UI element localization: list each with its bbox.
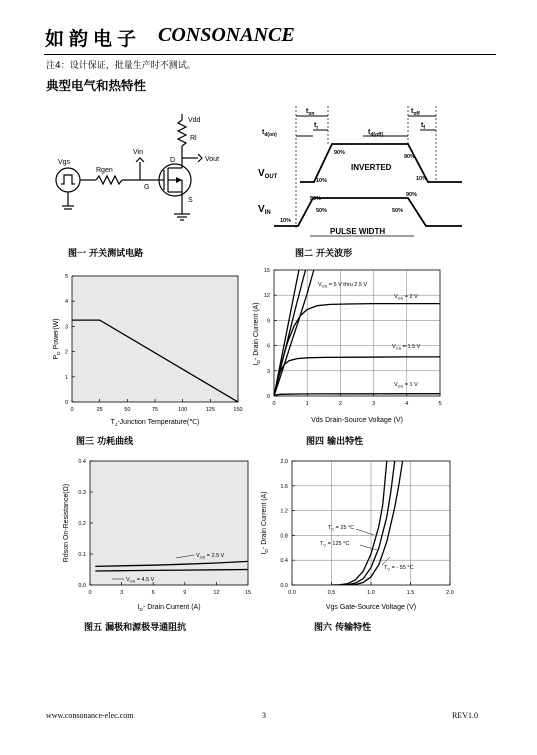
caption-fig4: 图四 输出特性: [306, 437, 364, 447]
label-50-vin-rise: 50%: [316, 208, 328, 214]
y-tick-label: 1.6: [280, 483, 288, 490]
y-tick-label: 5: [64, 274, 68, 280]
series-annotation-0: $T_C = 25$ °C: [328, 525, 355, 532]
label-50-vout: 50%: [310, 196, 322, 202]
x-tick-label: 3: [372, 401, 376, 407]
vout-label: Vout: [205, 156, 220, 163]
x-axis-label: $T_J$-Junction Temperature(℃): [110, 419, 200, 428]
source-label: S: [188, 197, 193, 204]
series-annotation-1: $V_{GS} = 2$ V: [394, 294, 418, 301]
x-tick-label: 2.0: [446, 590, 454, 596]
x-tick-label: 0: [88, 590, 92, 596]
tdon-label: $t_{d(on)}$: [262, 129, 277, 138]
caption-fig3: 图三 功耗曲线: [76, 437, 134, 447]
label-10-fall: 10%: [416, 176, 428, 182]
gate-label: G: [144, 184, 150, 191]
y-tick-label: 0.2: [78, 521, 86, 527]
x-tick-label: 75: [151, 407, 159, 413]
company-name-en: CONSONANCE: [158, 24, 295, 46]
series-annotation-1: $T_C = 125$ °C: [320, 541, 350, 548]
y-axis-label: $I_D-$ Drain Current (A): [261, 491, 270, 555]
transfer-characteristics-chart: [256, 455, 462, 615]
y-tick-label: 0.4: [280, 558, 288, 565]
y-tick-label: 0.1: [78, 552, 86, 558]
plot-area: [274, 270, 440, 396]
power-derating-chart: [46, 266, 251, 428]
label-10-rise: 10%: [316, 178, 328, 184]
x-tick-label: 0: [70, 407, 74, 413]
ton-label: $t_{on}$: [306, 108, 315, 117]
drain-label: D: [170, 157, 176, 164]
x-tick-label: 25: [96, 407, 103, 413]
y-tick-label: 12: [263, 293, 270, 300]
series-annotation-1: $V_{GS} = 4.5$ V: [126, 577, 155, 584]
tf-label: $t_f$: [421, 122, 426, 131]
y-tick-label: 0: [64, 400, 68, 406]
label-90-rise: 90%: [334, 150, 346, 156]
vin-label-wave: $V_{IN}$: [258, 204, 271, 216]
y-tick-label: 4: [64, 299, 68, 306]
x-tick-label: 0.0: [288, 590, 296, 596]
footer-website: www.consonance-elec.com: [46, 711, 134, 720]
y-tick-label: 3: [266, 368, 270, 375]
x-tick-label: 4: [405, 401, 409, 407]
y-tick-label: 6: [266, 343, 270, 350]
x-axis-label: Vgs Gate-Source Voltage (V): [325, 604, 417, 611]
x-tick-label: 6: [151, 590, 155, 596]
x-tick-label: 100: [178, 407, 188, 413]
x-tick-label: 50: [124, 407, 131, 413]
y-tick-label: 3: [64, 324, 68, 331]
vgs-label: Vgs: [58, 159, 71, 166]
x-tick-label: 1.5: [406, 590, 415, 596]
y-tick-label: 2.0: [280, 459, 288, 465]
note-text: 注4：设计保证，批量生产时不测试。: [46, 61, 196, 71]
x-tick-label: 0: [272, 401, 276, 407]
x-tick-label: 1.0: [367, 590, 375, 596]
series-annotation-0: $V_{GS} = 5$ V thru 2.5 V: [318, 282, 368, 289]
header-rule: [44, 54, 496, 55]
x-tick-label: 15: [244, 590, 252, 596]
vin-label: Vin: [133, 149, 143, 156]
rl-label: Rl: [190, 135, 197, 142]
label-90-vin: 90%: [406, 192, 418, 198]
y-axis-label: $P_D$ Power(W): [53, 318, 62, 360]
label-90-fall: 90%: [404, 154, 416, 160]
y-tick-label: 15: [263, 268, 270, 274]
tdoff-label: $t_{d(off)}$: [368, 129, 384, 138]
vdd-label: Vdd: [188, 117, 201, 124]
footer-page-number: 3: [262, 711, 266, 720]
toff-label: $t_{off}$: [411, 108, 420, 117]
y-tick-label: 0.0: [78, 583, 86, 589]
on-resistance-chart: [56, 455, 260, 615]
y-tick-label: 0.4: [78, 459, 86, 465]
y-tick-label: 2: [64, 349, 68, 356]
label-10-vin: 10%: [280, 218, 292, 224]
switching-waveform: [258, 102, 470, 238]
caption-fig5: 图五 漏极和源极导通阻抗: [84, 623, 187, 633]
caption-fig6: 图六 传输特性: [314, 623, 372, 633]
y-axis-label: Rdson On-Resistance(Ω): [63, 483, 70, 563]
series-annotation-2: $V_{GS} = 1.5$ V: [392, 344, 421, 351]
y-axis-label: $I_D-$ Drain Current (A): [253, 302, 262, 366]
plot-area: [72, 276, 238, 402]
caption-fig1: 图一 开关测试电路: [68, 249, 144, 259]
x-tick-label: 9: [183, 590, 187, 596]
x-tick-label: 2: [338, 401, 342, 407]
x-tick-label: 12: [213, 590, 220, 596]
vout-label-wave: $V_{OUT}$: [258, 168, 278, 180]
pulse-width-label: PULSE WIDTH: [330, 227, 386, 236]
y-tick-label: 0.8: [280, 533, 288, 540]
x-tick-label: 150: [233, 407, 243, 413]
y-tick-label: 0.3: [78, 490, 86, 496]
output-characteristics-chart: [252, 264, 448, 428]
series-annotation-2: $T_C$ = - 55 °C: [384, 565, 414, 572]
y-tick-label: 1: [64, 374, 68, 381]
x-tick-label: 0.5: [327, 590, 336, 596]
x-tick-label: 125: [205, 407, 215, 413]
switching-test-circuit: [50, 110, 240, 230]
footer-revision: REV1.0: [452, 711, 478, 720]
y-tick-label: 9: [266, 318, 270, 325]
caption-fig2: 图二 开关波形: [295, 249, 353, 259]
y-tick-label: 0.0: [280, 583, 288, 589]
x-tick-label: 1: [305, 401, 309, 407]
y-tick-label: 1.2: [280, 508, 288, 515]
inverted-label: INVERTED: [351, 163, 392, 172]
x-tick-label: 3: [120, 590, 124, 596]
series-annotation-0: $V_{GS} = 2.5$ V: [196, 553, 225, 560]
rgen-label: Rgen: [96, 167, 113, 174]
x-axis-label: $I_D-$ Drain Current (A): [137, 604, 201, 613]
x-axis-label: Vds Drain-Source Voltage (V): [311, 417, 403, 424]
company-name-cn: 如韵电子: [45, 28, 142, 50]
x-tick-label: 5: [438, 401, 442, 407]
series-annotation-3: $V_{GS} = 1$ V: [394, 382, 418, 389]
label-50-vin-fall: 50%: [392, 208, 404, 214]
section-title: 典型电气和热特性: [46, 78, 147, 93]
y-tick-label: 0: [266, 394, 270, 400]
tr-label: $t_r$: [314, 122, 319, 131]
